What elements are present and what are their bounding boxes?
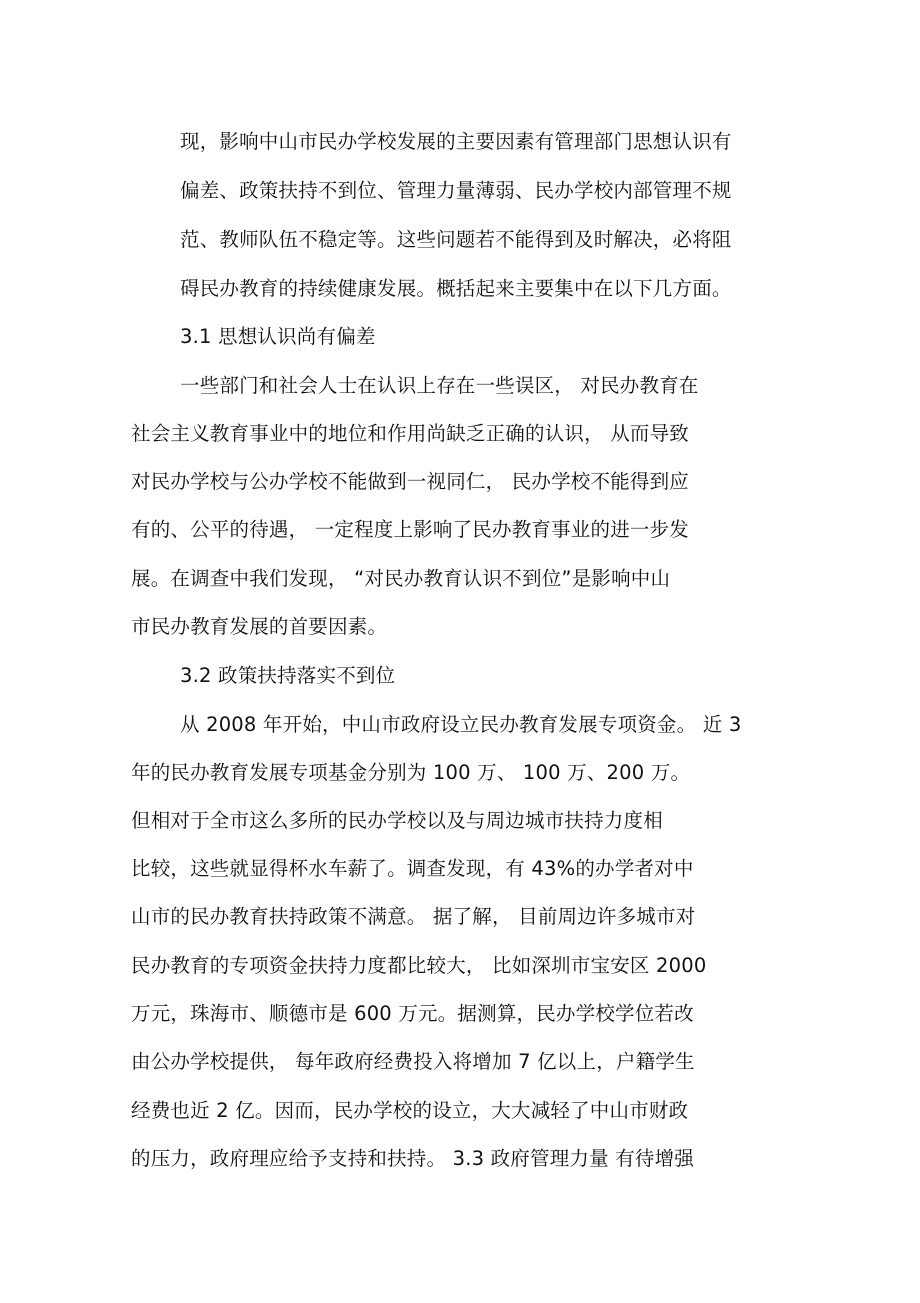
text-line: 碍民办教育的持续健康发展。概括起来主要集中在以下几方面。 [180,277,732,300]
text-line: 经费也近 2 亿。因而，民办学校的设立，大大减轻了中山市财政 [131,1099,689,1122]
text-line: 社会主义教育事业中的地位和作用尚缺乏正确的认识， 从而导致 [131,422,689,445]
text-line: 由公办学校提供， 每年政府经费投入将增加 7 亿以上，户籍学生 [131,1050,695,1073]
text-line: 民办教育的专项资金扶持力度都比较大， 比如深圳市宝安区 2000 [131,954,707,977]
text-line: 展。在调查中我们发现， “对民办教育认识不到位”是影响中山 [131,567,671,590]
section-heading-3-2: 3.2 政策扶持落实不到位 [180,664,396,687]
text-line: 山市的民办教育扶持政策不满意。 据了解， 目前周边许多城市对 [131,905,696,928]
text-line: 偏差、政策扶持不到位、管理力量薄弱、民办学校内部管理不规 [180,179,732,202]
text-line: 的压力，政府理应给予支持和扶持。 3.3 政府管理力量 有待增强 [131,1147,695,1170]
text-line: 现，影响中山市民办学校发展的主要因素有管理部门思想认识有 [180,130,732,153]
text-line: 有的、公平的待遇， 一定程度上影响了民办教育事业的进一步发 [131,518,689,541]
text-line: 万元，珠海市、顺德市是 600 万元。据测算，民办学校学位若改 [131,1002,694,1025]
text-line: 范、教师队伍不稳定等。这些问题若不能得到及时解决，必将阻 [180,228,732,251]
text-line: 比较，这些就显得杯水车薪了。调查发现，有 43%的办学者对中 [131,857,694,880]
section-heading-3-1: 3.1 思想认识尚有偏差 [180,325,376,348]
text-line: 一些部门和社会人士在认识上存在一些误区， 对民办教育在 [180,374,699,397]
text-line: 但相对于全市这么多所的民办学校以及与周边城市扶持力度相 [131,809,663,832]
text-line: 对民办学校与公办学校不能做到一视同仁， 民办学校不能得到应 [131,470,689,493]
text-line: 年的民办教育发展专项基金分别为 100 万、 100 万、200 万。 [131,761,691,784]
text-line: 市民办教育发展的首要因素。 [131,615,388,638]
text-line: 从 2008 年开始，中山市政府设立民办教育发展专项资金。 近 3 [180,713,742,736]
